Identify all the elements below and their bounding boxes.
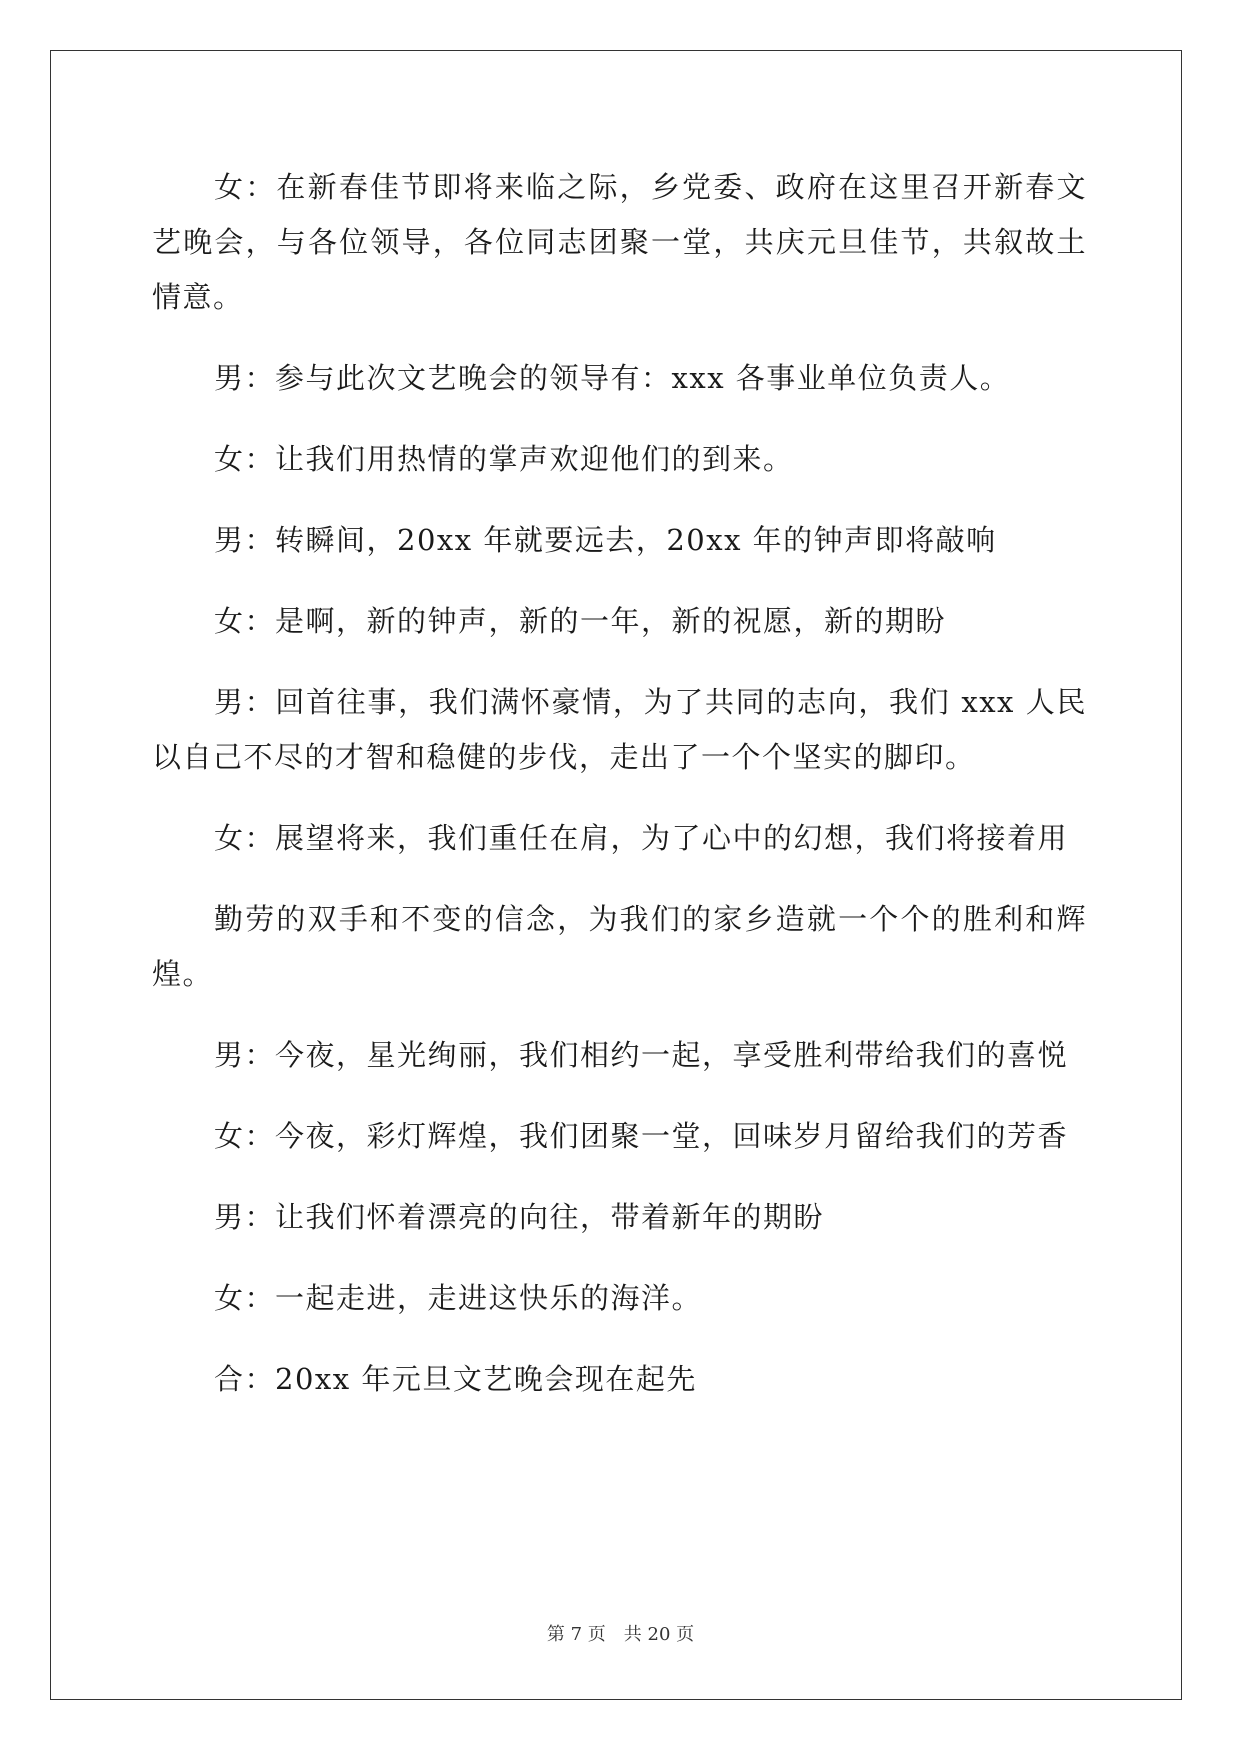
paragraph-10: 女：今夜，彩灯辉煌，我们团聚一堂，回味岁月留给我们的芳香 [214,1119,1069,1153]
paragraph-13: 合：20xx 年元旦文艺晚会现在起先 [214,1362,697,1396]
paragraph-11: 男：让我们怀着漂亮的向往，带着新年的期盼 [214,1200,825,1234]
paragraph-8: 勤劳的双手和不变的信念，为我们的家乡造就一个个的胜利和辉煌。 [152,902,1087,991]
paragraph-2: 男：参与此次文艺晚会的领导有：xxx 各事业单位负责人。 [214,361,1011,395]
paragraph-4: 男：转瞬间，20xx 年就要远去，20xx 年的钟声即将敲响 [214,523,997,557]
paragraph-7: 女：展望将来，我们重任在肩，为了心中的幻想，我们将接着用 [214,821,1069,855]
paragraph-1: 女：在新春佳节即将来临之际，乡党委、政府在这里召开新春文艺晚会，与各位领导，各位同志团聚一堂，共庆元旦佳节，共叙故土情意。 [152,170,1087,314]
paragraph-3: 女：让我们用热情的掌声欢迎他们的到来。 [214,442,794,476]
paragraph-5: 女：是啊，新的钟声，新的一年，新的祝愿，新的期盼 [214,604,947,638]
paragraph-12: 女：一起走进，走进这快乐的海洋。 [214,1281,703,1315]
paragraph-9: 男：今夜，星光绚丽，我们相约一起，享受胜利带给我们的喜悦 [214,1038,1069,1072]
paragraph-6: 男：回首往事，我们满怀豪情，为了共同的志向，我们 xxx 人民以自己不尽的才智和稳健的步伐，走出了一个个坚实的脚印。 [152,685,1087,774]
page-number-footer: 第 7 页 共 20 页 [546,1624,695,1645]
document-body [152,160,1087,1433]
